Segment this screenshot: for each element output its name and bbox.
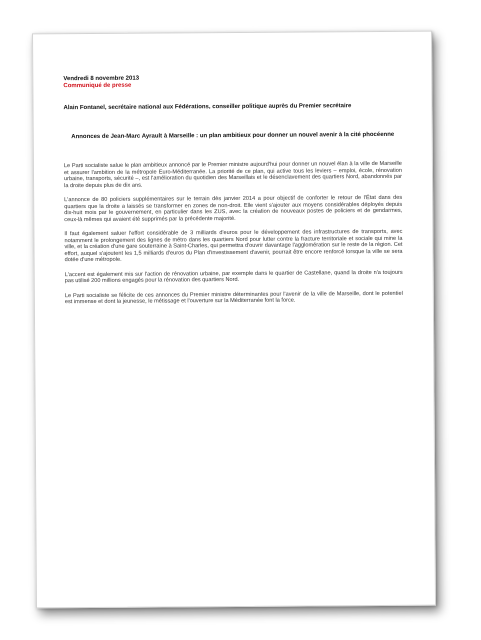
document-content xyxy=(63,74,403,306)
body-paragraph: Le Parti socialiste salue le plan ambitieux annoncé par le Premier ministre aujourd'hui pour donner un nouvel élan à la ville de Marseille et assurer l'ambition de la métropole Euro-Méditerranée. La priorité de ce plan, qui active tous les leviers – emploi, école, rénovation urbaine, transports, sécurité –, est l'amélioration du quotidien des Marseillais et le désenclavement des quartiers Nord, abandonnés par la droite depuis plus de dix ans. xyxy=(63,160,403,189)
document-type-label: Communiqué de presse xyxy=(63,82,132,90)
document-headline: Annonces de Jean-Marc Ayrault à Marseille : un plan ambitieux pour donner un nouvel avenir à la cité phocéenne xyxy=(71,131,395,141)
body-paragraph: L'accent est également mis sur l'action de rénovation urbaine, par exemple dans le quartier de Castellane, quand la droite n'a toujours pas utilisé 200 millions engagés pour la rénovation des quartiers Nord. xyxy=(64,269,403,285)
body-paragraph: Le Parti socialiste se félicite de ces annonces du Premier ministre déterminantes pour l'avenir de la ville de Marseille, dont le potentiel est immense et dont la jeunesse, le métissage et l'ouverture sur la Méditerranée font la force. xyxy=(64,290,403,306)
body-paragraph: L'annonce de 80 policiers supplémentaires sur le terrain dès janvier 2014 a pour objectif de conforter le retour de l'État dans des quartiers que la droite a laissés se transformer en zones de non-droit. Elle vient s'ajouter aux moyens considérables déployés depuis dix-huit mois par le gouvernement, en particulier dans les ZUS, avec la création de nouveaux postes de policiers et de gendarmes, ceux-là mêmes qui avaient été supprimés par la précédente majorité. xyxy=(64,194,403,223)
body-paragraph: Il faut également saluer l'effort considérable de 3 milliards d'euros pour le développement des infrastructures de transports, avec notamment le prolongement des lignes de métro dans les quartiers Nord pour lutter contre la fracture territoriale et sociale qui mine la ville, et la création d'une gare souterraine à Saint-Charles, qui permettra d'ouvrir davantage l'agglomération sur le reste de la région. Cet effort, auquel s'ajoutent les 1,5 milliards d'euros du Plan d'investissement d'avenir, pourrait être encore renforcé lorsque la ville se sera dotée d'une métropole. xyxy=(64,228,403,264)
document-author: Alain Fontanel, secrétaire national aux Fédérations, conseiller politique auprès du Premier secrétaire xyxy=(63,103,352,112)
document-date: Vendredi 8 novembre 2013 xyxy=(63,75,140,83)
document-page xyxy=(32,31,436,609)
